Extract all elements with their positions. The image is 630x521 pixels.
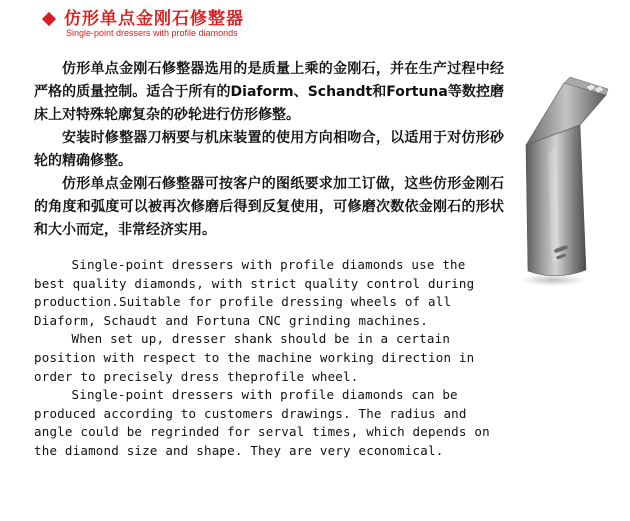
chinese-description [34, 58, 504, 242]
dresser-tool-image [508, 75, 618, 290]
en-paragraph-3: Single-point dressers with profile diamonds can be produced according to customers drawings. The radius and angle could be regrinded for serval times, which depends on the diamond size and shape. They are very economical. [34, 387, 490, 458]
english-description [34, 256, 504, 461]
en-paragraph-2: When set up, dresser shank should be in a certain position with respect to the machine working direction in order to precisely dress theprofile wheel. [34, 331, 475, 384]
zh-paragraph-2: 安装时修整器刀柄要与机床装置的使用方向相吻合，以适用于对仿形砂轮的精确修整。 [34, 130, 504, 169]
page-title: 仿形单点金刚石修整器 [64, 9, 244, 29]
page-subtitle: Single-point dressers with profile diamonds [66, 28, 238, 38]
zh-paragraph-3: 仿形单点金刚石修整器可按客户的图纸要求加工订做，这些仿形金刚石的角度和弧度可以被再次修磨后得到反复使用，可修磨次数依金刚石的形状和大小而定，非常经济实用。 [34, 176, 504, 238]
en-paragraph-1: Single-point dressers with profile diamonds use the best quality diamonds, with strict quality control during production.Suitable for profile dressing wheels of all Diaform, Schaudt and Fortuna CNC grinding machines. [34, 257, 475, 328]
title-bullet-icon [42, 12, 56, 26]
title-block [0, 0, 630, 42]
zh-paragraph-1: 仿形单点金刚石修整器选用的是质量上乘的金刚石，并在生产过程中经严格的质量控制。适合于所有的Diaform、Schandt和Fortuna等数控磨床上对特殊轮廓复杂的砂轮进行仿形修整。 [34, 61, 504, 123]
dresser-tool-icon [508, 75, 618, 290]
